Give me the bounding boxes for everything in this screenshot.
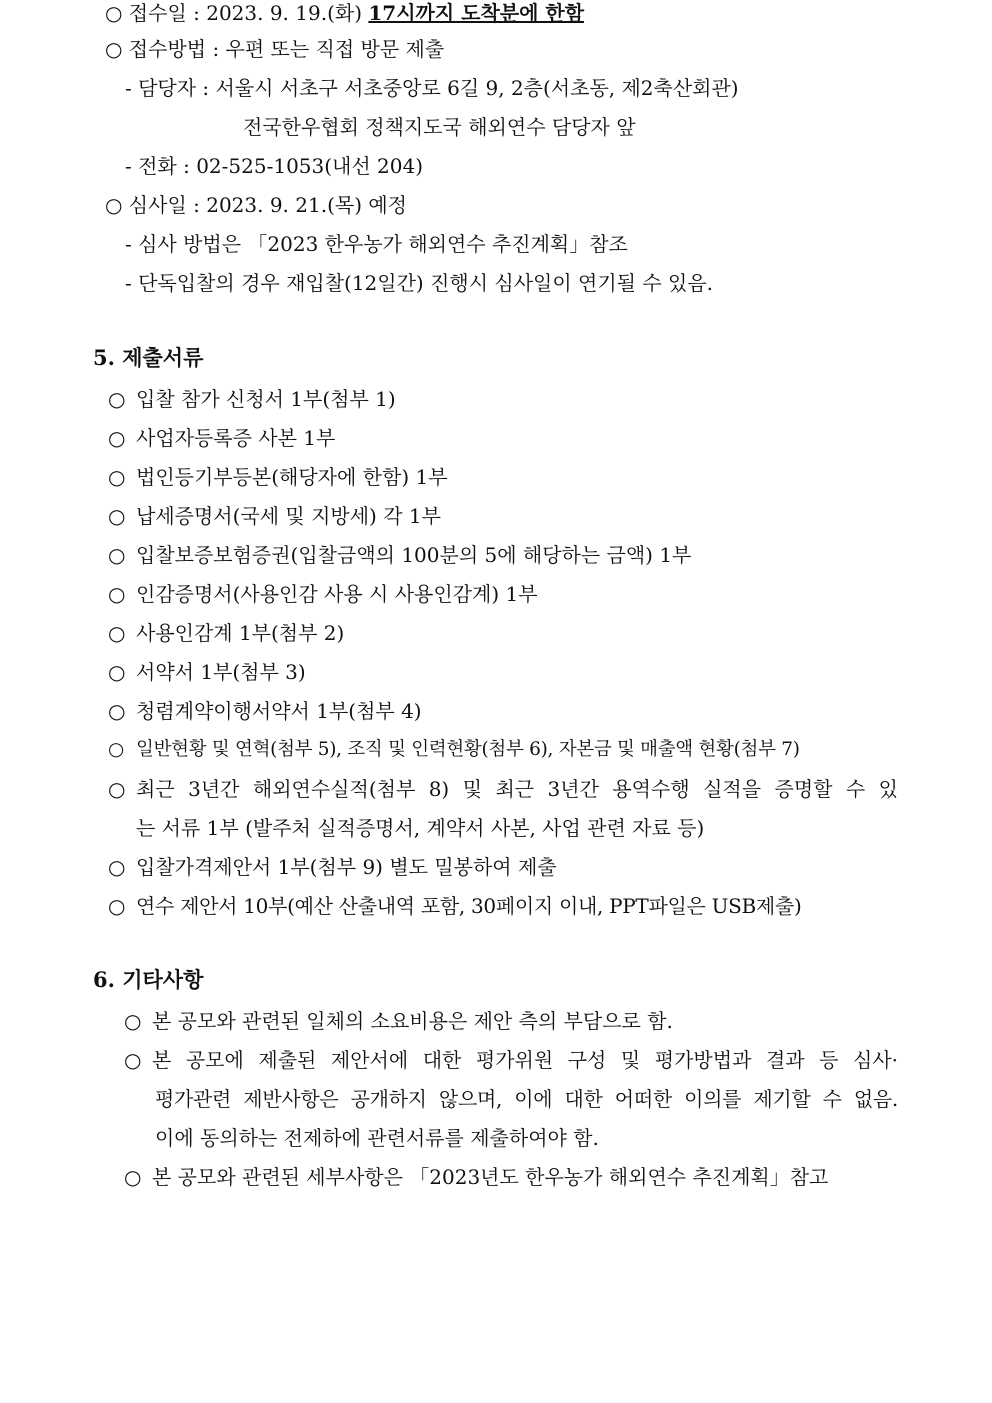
list-item: ○ 법인등기부등본(해당자에 한함) 1부 (108, 465, 448, 489)
section5-heading: 5. 제출서류 (93, 345, 204, 370)
list-item: ○ 서약서 1부(첨부 3) (108, 660, 306, 684)
bullet-circle-icon: ○ (108, 465, 126, 489)
list-item: ○ 본 공모에 제출된 제안서에 대한 평가위원 구성 및 평가방법과 결과 등 심사· (124, 1048, 898, 1072)
review-method-line: - 심사 방법은 「2023 한우농가 해외연수 추진계획」참조 (125, 232, 628, 256)
bullet-circle-icon: ○ (108, 777, 126, 801)
bullet-circle-icon: ○ (124, 1165, 142, 1189)
list-item: ○ 일반현황 및 연혁(첨부 5), 조직 및 인력현황(첨부 6), 자본금 및 매출액 현황(첨부 7) (108, 737, 800, 763)
contact-address-line: - 담당자 : 서울시 서초구 서초중앙로 6길 9, 2층(서초동, 제2축산회관) (125, 76, 739, 100)
bullet-circle-icon: ○ (124, 1048, 142, 1072)
list-item: ○ 본 공모와 관련된 일체의 소요비용은 제안 측의 부담으로 함. (124, 1009, 673, 1033)
list-item: ○ 연수 제안서 10부(예산 산출내역 포함, 30페이지 이내, PPT파일은 USB제출) (108, 894, 802, 918)
list-item: ○ 사용인감계 1부(첨부 2) (108, 621, 345, 645)
bullet-circle-icon: ○ (124, 1009, 142, 1033)
bullet-circle-icon: ○ (108, 660, 126, 684)
list-item: ○ 최근 3년간 해외연수실적(첨부 8) 및 최근 3년간 용역수행 실적을 증명할 수 있 (108, 777, 898, 801)
list-item-continuation: 이에 동의하는 전제하에 관련서류를 제출하여야 함. (155, 1126, 599, 1150)
bullet-circle-icon: ○ (108, 739, 124, 760)
section6-heading: 6. 기타사항 (93, 967, 204, 992)
bullet-circle-icon: ○ (108, 504, 126, 528)
bullet-circle-icon: ○ (108, 894, 126, 918)
list-item: ○ 입찰 참가 신청서 1부(첨부 1) (108, 387, 396, 411)
review-date-line: ○ 심사일 : 2023. 9. 21.(목) 예정 (105, 193, 408, 217)
receipt-method-line: ○ 접수방법 : 우편 또는 직접 방문 제출 (105, 37, 445, 61)
receipt-deadline-emphasis: 17시까지 도착분에 한함 (368, 1, 585, 25)
bullet-circle-icon: ○ (108, 699, 126, 723)
bullet-circle-icon: ○ (108, 582, 126, 606)
list-item: ○ 본 공모와 관련된 세부사항은 「2023년도 한우농가 해외연수 추진계획」참고 (124, 1165, 829, 1189)
list-item: ○ 청렴계약이행서약서 1부(첨부 4) (108, 699, 422, 723)
list-item: ○ 인감증명서(사용인감 사용 시 사용인감계) 1부 (108, 582, 538, 606)
bullet-circle-icon: ○ (108, 855, 126, 879)
list-item: ○ 사업자등록증 사본 1부 (108, 426, 336, 450)
list-item-continuation: 평가관련 제반사항은 공개하지 않으며, 이에 대한 어떠한 이의를 제기할 수 없음. (155, 1087, 898, 1111)
bullet-circle-icon: ○ (108, 621, 126, 645)
list-item: ○ 납세증명서(국세 및 지방세) 각 1부 (108, 504, 441, 528)
receipt-date-text: ○ 접수일 : 2023. 9. 19.(화) (105, 1, 369, 25)
bullet-circle-icon: ○ (108, 387, 126, 411)
receipt-date-line (105, 0, 584, 26)
list-item-continuation: 는 서류 1부 (발주처 실적증명서, 계약서 사본, 사업 관련 자료 등) (136, 816, 705, 840)
contact-recipient-line: 전국한우협회 정책지도국 해외연수 담당자 앞 (243, 115, 636, 139)
list-item: ○ 입찰보증보험증권(입찰금액의 100분의 5에 해당하는 금액) 1부 (108, 543, 692, 567)
bullet-circle-icon: ○ (108, 426, 126, 450)
review-note-line: - 단독입찰의 경우 재입찰(12일간) 진행시 심사일이 연기될 수 있음. (125, 271, 714, 295)
list-item: ○ 입찰가격제안서 1부(첨부 9) 별도 밀봉하여 제출 (108, 855, 557, 879)
contact-phone-line: - 전화 : 02-525-1053(내선 204) (125, 154, 424, 178)
bullet-circle-icon: ○ (108, 543, 126, 567)
